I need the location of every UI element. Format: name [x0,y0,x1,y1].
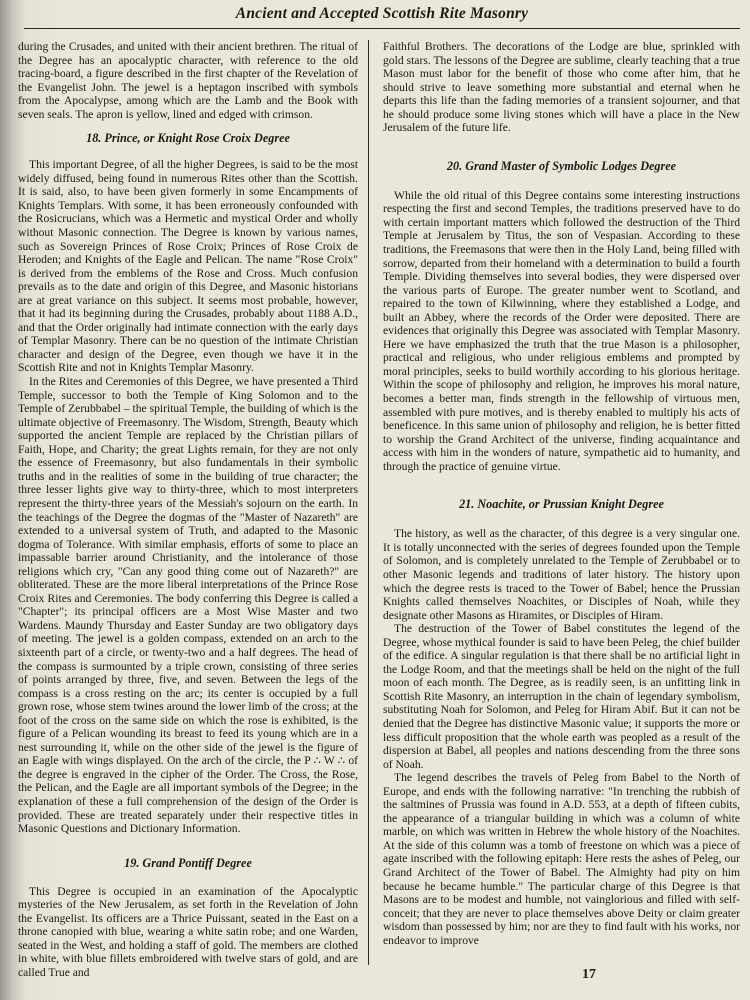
section-heading-19: 19. Grand Pontiff Degree [124,855,252,870]
section-heading-20: 20. Grand Master of Symbolic Lodges Degree [446,158,677,173]
running-header [24,0,740,29]
section-20-paragraph-1: While the old ritual of this Degree contains some interesting instructions respecting the first and second Temples, the traditions preserved have to do with certain important matters which followed the destruction of the Third Temple at Jerusalem by Titus, the son of Vespasian. According to these traditions, the Freemasons that were then in the Holy Land, being filled with sorrow, departed from their homeland with a determination to build a fourth Temple. Dividing themselves into several bodies, they were dispersed over the various parts of Europe. The greater number went to Scotland, and repaired to the town of Kilwinning, where they established a Lodge, and built an Abbey, where the records of the Order were deposited. There are evidences that originally this Degree was associated with Templar Masonry. Here we have emphasized the truth that the true Mason is a philosopher, practical and religious, who under religious emblems and prompted by moral principles, seeks to build worthily according to his glorious heritage. Within the scope of philosophy and religion, he improves his moral nature, becomes a better man, finds strength in the fellowship of virtuous men, assembled with pure motives, and is thereby enabled to multiply his acts of beneficence. In this same union of philosophy and religion, he is better fitted to worship the Grand Architect of the universe, finding acquaintance and access with him in the wonders of nature, sympathetic aid to humanity, and through the practice of genuine virtue. [383,188,740,473]
page-number: 17 [582,967,596,982]
section-18-paragraph-2: In the Rites and Ceremonies of this Degree, we have presented a Third Temple, successor to both the Temple of King Solomon and to the Temple of Zerubbabel – the spiritual Temple, the building of which is the ultimate objective of Freemasonry. The Wisdom, Strength, Beauty which supported the ancient Temple are replaced by the Christian pillars of Faith, Hope, and Charity; the great Lights remain, for they are not only the essence of Freemasonry, but also fundamentals in their symbolic truths and in the realities of some in the building of true character; the three lesser lights give way to thirty-three, which to most interpreters represent the thirty-three years of the Messiah's sojourn on the earth. In the teachings of the Degree the dogmas of the "Master of Nazareth" are extended to a universal system of Truth, and adapted to the Masonic dogma of Tolerance. With similar emphasis, efforts of some to place an impassable barrier around Christianity, and the intolerance of those religions which cry, "Can any good thing come out of Nazareth?" are obliterated. These are the more liberal interpretations of the Prince Rose Croix Rites and Ceremonies. The body conferring this Degree is called a "Chapter"; its principal officers are a Most Wise Master and two Wardens. Maundy Thursday and Easter Sunday are two obligatory days of meeting. The jewel is a golden compass, extended on an arch to the sixteenth part of a circle, or twenty-two and a half degrees. The head of the compass is surmounted by a triple crown, consisting of three series of points arranged by three, five, and seven. Between the legs of the compass is a cross resting on the arc; its center is occupied by a full grown rose, whose stem twines around the lower limb of the cross; at the foot of the cross on the same side on which the rose is exhibited, is the figure of a Pelican wounding its breast to feed its young which are in a nest surrounding it, while on the other side of the jewel is the figure of an Eagle with wings displayed. On the arch of the circle, the P ∴ W ∴ of the degree is engraved in the cipher of the Order. The Cross, the Rose, the Pelican, and the Eagle are all important symbols of the Degree; in the explanation of these a full comprehension of the design of the Order is provided. These are treated separately under their respective titles in Masonic Questions and Dictionary Information. [18,375,358,836]
section-21-paragraph-3: The legend describes the travels of Peleg from Babel to the North of Europe, and ends with the following narrative: "In trenching the rubbish of the saltmines of Prussia was found in A.D. 553, at a depth of fifteen cubits, the appearance of a triangular building in which was a column of white marble, on which was written in Hebrew the whole history of the Noachites. At the side of this column was a tomb of freestone on which was a piece of agate inscribed with the following epitaph: Here rests the ashes of Peleg, our Grand Architect of the Tower of Babel. The Almighty had pity on him because he became humble." The particular charge of this Degree is that Masons are to be modest and humble, not vainglorious and filled with self-conceit; that they are never to place themselves above Deity or claim greater wisdom than possessed by him; nor are they to find fault with his works, nor endeavor to improve [383,771,740,947]
header-title: Ancient and Accepted Scottish Rite Masonry [235,5,529,22]
right-column [368,40,740,965]
section-heading-21: 21. Noachite, or Prussian Knight Degree [459,497,664,512]
section-21-paragraph-1: The history, as well as the character, of this degree is a very singular one. It is totally unconnected with the series of degrees founded upon the Temple of Solomon, and is completely unrelated to the Temple of Zerubbabel or to other Masonic legends and traditions of later history. The history upon which the degree rests is traced to the Tower of Babel; hence the Prussian Knights called themselves Noachites, or Disciples of Noah, while they designate other Masons as Hiramites, or Disciples of Hiram. [383,527,740,622]
left-column [18,40,368,979]
intro-paragraph: during the Crusades, and united with their ancient brethren. The ritual of the Degree has an apocalyptic character, with reference to the old tracing-board, a figure described in the first chapter of the Revelation of the Evangelist John. The jewel is a heptagon inscribed with symbols from the Apocalypse, among which are the Lamb and the Book with seven seals. The apron is yellow, lined and edged with crimson. [18,40,358,121]
section-19-paragraph-1: This Degree is occupied in an examination of the Apocalyptic mysteries of the New Jerusalem, as set forth in the Revelation of John the Evangelist. Its officers are a Thrice Puissant, seated in the East on a throne canopied with blue, wearing a white satin robe; and one Warden, seated in the West, and holding a staff of gold. The members are clothed in white, with blue fillets embroidered with twelve stars of gold, and are called True and [18,884,358,979]
section-heading-18: 18. Prince, or Knight Rose Croix Degree [86,131,290,146]
section-21-paragraph-2: The destruction of the Tower of Babel constitutes the legend of the Degree, whose mythical founder is said to have been Peleg, the chief builder of the edifice. A singular regulation is that there shall be no artificial light in the Lodge Room, and that the meetings shall be held on the night of the full moon of each month. The Degree, as is readily seen, is an unfitting link in Scottish Rite Masonry, an interruption in the chain of legendary symbolism, substituting Noah for Solomon, and Peleg for Hiram Abif. But it can not be denied that the Degree has distinctive Masonic value; it supports the more or less difficult proposition that the whole earth was peopled as a result of the dispersion at Babel, all peoples and nations descending from the three sons of Noah. [383,622,740,771]
section-18-paragraph-1: This important Degree, of all the higher Degrees, is said to be the most widely diffused, being found in numerous Rites other than the Scottish. It is said, also, to have been given formerly in some Encampments of Knights Templars. With some, it has been erroneously confounded with the Rosicrucians, which was a Hermetic and mystical Order and wholly without Masonic connection. The Degree is known by various names, such as Sovereign Princes of Rose Croix; Princes of Rose Croix de Heroden; and Knights of the Eagle and Pelican. The name "Rose Croix" is derived from the emblems of the Rose and Cross. Much confusion prevails as to the date and origin of this Degree, and Masonic historians are at great variance on this subject. It seems most probable, however, that it had its beginning during the Crusades, probably about 1188 A.D., and that the Order originally had intimate connection with the early days of Templar Masonry. There can be no question of the intimate Christian character and design of the Degree, even though we have it in the Scottish Rite and not in Knights Templar Masonry. [18,158,358,375]
section-19-continuation: Faithful Brothers. The decorations of the Lodge are blue, sprinkled with gold stars. The lessons of the Degree are sublime, clearly teaching that a true Mason must labor for the benefit of those who come after him, that he should strive to leave something more substantial and eternal when he departs this life than the fading memories of a transient sojourner, and that he should produce some living stones which will have a place in the New Jerusalem of the future life. [383,40,740,135]
